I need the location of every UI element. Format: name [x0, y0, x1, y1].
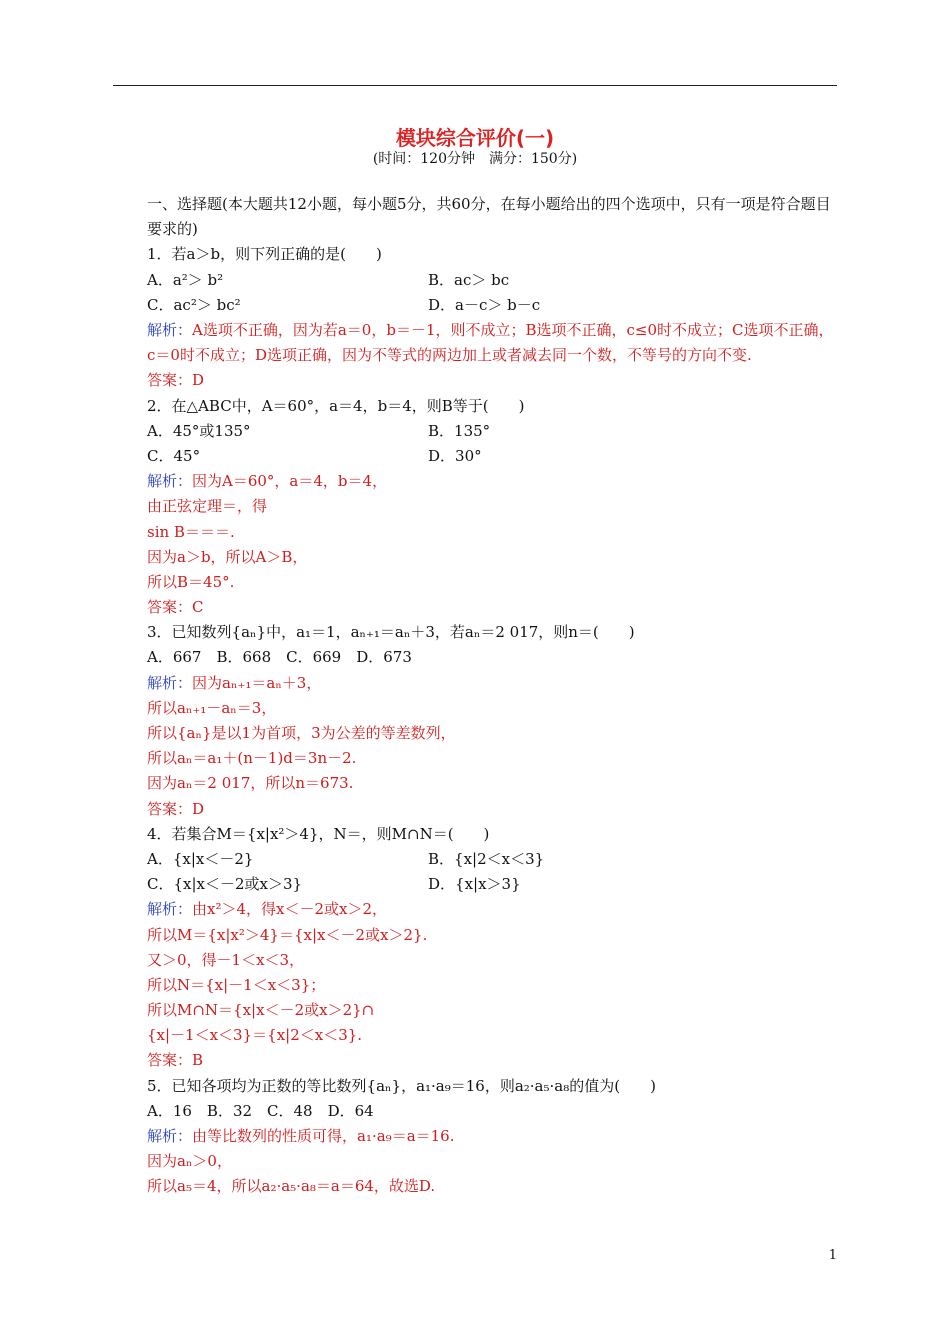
q2-option-c: C．45°	[147, 446, 201, 465]
q4-analysis-text1: 由x²＞4，得x＜－2或x＞2，	[192, 900, 388, 919]
q1-answer: 答案：D	[147, 371, 205, 390]
q5-analysis-line2: 因为aₙ＞0，	[147, 1152, 232, 1171]
q3-answer: 答案：D	[147, 799, 205, 818]
q5-analysis-label: 解析：	[147, 1127, 193, 1145]
q4-option-b: B．{x|2＜x＜3}	[428, 849, 545, 868]
q1-option-d: D．a－c＞ b－c	[428, 295, 541, 314]
page-title: 模块综合评价(一)	[395, 126, 555, 150]
q5-analysis-line3: 所以a₅＝4，所以a₂·a₅·a₈＝a＝64，故选D.	[147, 1177, 436, 1196]
q4-analysis-line6: {x|－1＜x＜3}＝{x|2＜x＜3}.	[147, 1026, 363, 1045]
document-body	[113, 192, 837, 1200]
q4-answer: 答案：B	[147, 1051, 204, 1070]
q4-option-d: D．{x|x＞3}	[428, 875, 521, 894]
q2-analysis-label: 解析：	[147, 472, 193, 491]
header-rule	[113, 85, 837, 86]
q4-analysis-line5: 所以M∩N＝{x|x＜－2或x＞2}∩	[147, 1001, 375, 1020]
q2-analysis-text1: 因为A＝60°，a＝4，b＝4，	[192, 472, 388, 491]
q4-option-a: A．{x|x＜－2}	[147, 849, 254, 868]
q1-stem: 1．若a＞b，则下列正确的是( )	[147, 245, 382, 264]
q4-analysis-line2: 所以M＝{x|x²＞4}＝{x|x＜－2或x＞2}.	[147, 925, 428, 944]
q3-analysis-line2: 所以aₙ₊₁－aₙ＝3，	[147, 698, 277, 717]
q5-analysis-line1	[113, 1124, 837, 1149]
q1-option-a: A．a²＞ b²	[147, 270, 224, 289]
q4-analysis-line4: 所以N＝{x|－1＜x＜3}；	[147, 975, 326, 994]
q1-analysis	[113, 318, 837, 368]
q3-analysis-line3: 所以{aₙ}是以1为首项，3为公差的等差数列，	[147, 724, 456, 742]
q2-answer: 答案：C	[147, 598, 204, 617]
q4-options-row1	[113, 847, 837, 872]
q1-option-b: B．ac＞ bc	[428, 270, 510, 289]
q1-analysis-text: A选项不正确，因为若a＝0，b＝－1，则不成立；B选项不正确，c≤0时不成立；C选项不正确，c＝0时不成立；D选项正确，因为不等式的两边加上或者减去同一个数，不等号的方向不变.	[147, 320, 834, 365]
q4-stem: 4．若集合M＝{x|x²＞4}，N＝，则M∩N＝( )	[147, 824, 490, 843]
q3-analysis-text1: 因为aₙ₊₁＝aₙ＋3，	[192, 673, 322, 692]
q1-analysis-label: 解析：	[147, 320, 193, 339]
q5-analysis-text1: 由等比数列的性质可得，a₁·a₉＝a＝16.	[192, 1127, 455, 1145]
q2-option-d: D．30°	[428, 446, 482, 465]
q1-option-c: C．ac²＞ bc²	[147, 295, 241, 314]
q5-options: A．16 B．32 C．48 D．64	[147, 1101, 374, 1120]
q4-analysis-line1	[113, 897, 837, 922]
section-intro: 一、选择题(本大题共12小题，每小题5分，共60分，在每小题给出的四个选项中，只有一项是符合题目要求的)	[147, 195, 831, 239]
q2-options-row2	[113, 444, 837, 469]
q2-analysis-line1	[113, 469, 837, 494]
q3-stem: 3．已知数列{aₙ}中，a₁＝1，aₙ₊₁＝aₙ＋3，若aₙ＝2 017，则n＝( )	[147, 623, 635, 642]
q3-analysis-line4: 所以aₙ＝a₁＋(n－1)d＝3n－2.	[147, 749, 357, 768]
page-subtitle: (时间：120分钟 满分：150分)	[372, 151, 578, 167]
q1-options-row1	[113, 268, 837, 293]
q2-analysis-line3: sin B＝＝＝.	[147, 522, 235, 541]
q5-stem: 5．已知各项均为正数的等比数列{aₙ}，a₁·a₉＝16，则a₂·a₅·a₈的值为( )	[147, 1076, 656, 1095]
q4-options-row2	[113, 872, 837, 897]
page-number: 1	[828, 1248, 837, 1263]
q2-analysis-line2: 由正弦定理＝，得	[147, 497, 268, 516]
q3-analysis-line5: 因为aₙ＝2 017，所以n＝673.	[147, 774, 354, 793]
q4-analysis-label: 解析：	[147, 900, 193, 919]
q2-stem: 2．在△ABC中，A＝60°，a＝4，b＝4，则B等于( )	[147, 396, 525, 415]
q2-option-a: A．45°或135°	[147, 421, 251, 440]
q2-analysis-line4: 因为a＞b，所以A＞B，	[147, 547, 308, 566]
q1-options-row2	[113, 293, 837, 318]
q3-analysis-line1	[113, 671, 837, 696]
q2-options-row1	[113, 419, 837, 444]
q4-analysis-line3: 又＞0，得－1＜x＜3，	[147, 950, 305, 969]
q2-analysis-line5: 所以B＝45°.	[147, 572, 235, 591]
q4-option-c: C．{x|x＜－2或x＞3}	[147, 875, 303, 894]
q3-analysis-label: 解析：	[147, 673, 193, 692]
q2-option-b: B．135°	[428, 421, 491, 440]
q3-options: A．667 B．668 C．669 D．673	[147, 648, 412, 667]
